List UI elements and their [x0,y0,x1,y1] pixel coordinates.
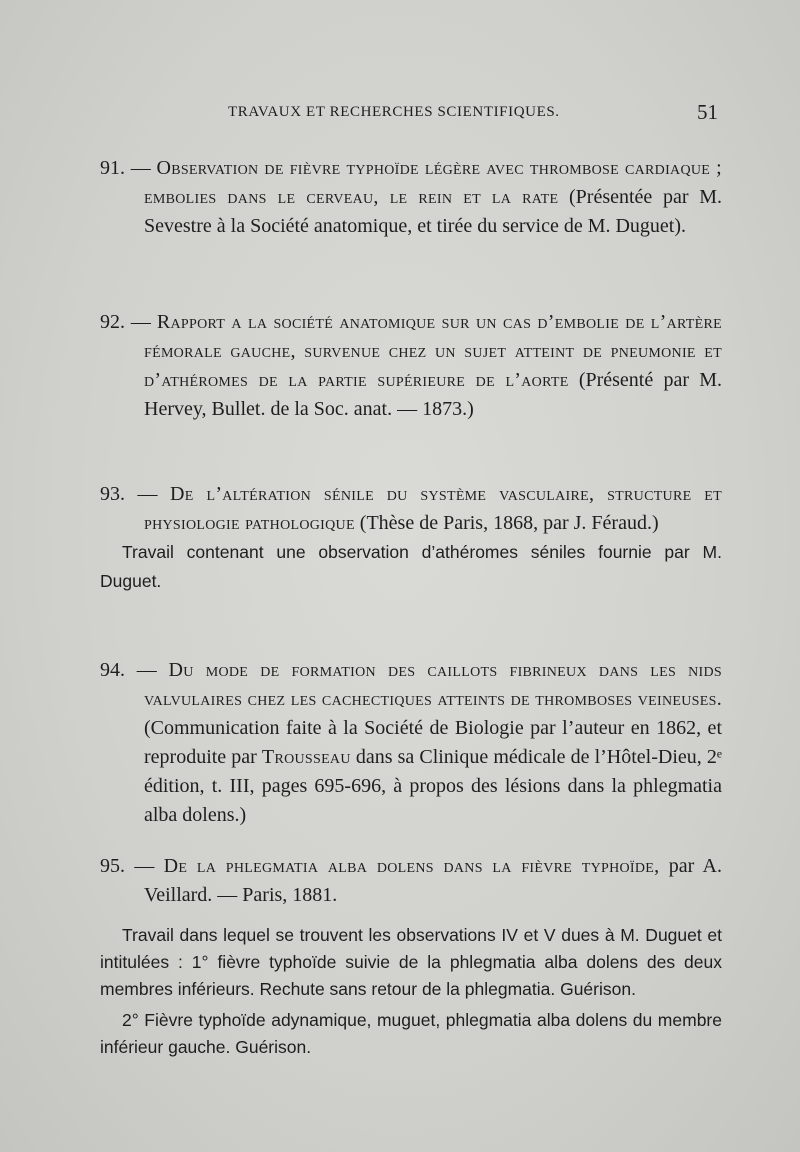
entry-heading [100,480,722,538]
entry-91 [100,154,722,241]
entry-dash: — [125,311,157,333]
entry-heading [100,154,722,241]
entry-dash: — [125,659,169,681]
running-header [0,100,800,130]
entry-detail: (Communication faite à la Société de Biologie par l’auteur en 1862, et reproduite par [144,717,722,768]
entry-number: 95. [100,855,125,877]
entry-dash: — [125,483,171,505]
entry-number: 94. [100,659,125,681]
entry-92 [100,308,722,424]
entry-title: De l’altération sénile du système vasculaire, structure et physiologie pathologique [144,483,722,534]
entry-note: 2° Fièvre typhoïde adynamique, muguet, phlegmatia alba dolens du membre inférieur gauche. Guérison. [100,1010,722,1057]
entry-author: Trousseau [261,746,351,768]
entry-heading [100,308,722,424]
entry-heading [100,656,722,830]
running-title: TRAVAUX ET RECHERCHES SCIENTIFIQUES. [228,104,560,120]
entry-dash: — [125,855,164,877]
page-number: 51 [697,100,718,124]
entry-title: Du mode de formation des caillots fibrineux dans les nids valvulaires chez les cachectiques atteints de thromboses veineuses. [144,659,722,710]
entry-detail: dans sa Clinique médicale de l’Hôtel-Dieu, 2ᵉ édition, t. III, pages 695-696, à propos des lésions dans la phlegmatia alba dolens.) [144,746,722,826]
entry-94 [100,656,722,830]
entry-detail: (Présenté par M. Hervey, Bullet. de la Soc. anat. — 1873.) [144,369,722,420]
entry-number: 91. [100,157,125,179]
entry-number: 92. [100,311,125,333]
entry-detail: (Présentée par M. Sevestre à la Société anatomique, et tirée du service de M. Duguet). [144,186,722,237]
entry-detail: par A. Veillard. — Paris, 1881. [144,855,722,906]
entry-dash: — [125,157,157,179]
entry-93 [100,480,722,596]
entry-95 [100,852,722,1061]
entry-number: 93. [100,483,125,505]
entry-title: Rapport a la société anatomique sur un cas d’embolie de l’artère fémorale gauche, survenue chez un sujet atteint de pneumonie et d’athéromes de la partie supérieure de l’aorte [144,311,722,391]
entry-title: De la phlegmatia alba dolens dans la fièvre typhoïde, [163,855,660,877]
entry-note: Travail dans lequel se trouvent les observations IV et V dues à M. Duguet et intitulées : 1° fièvre typhoïde suivie de la phlegmatia alba dolens des deux membres inférieurs. Rechute sans retour de la phlegmatia. Guérison. [100,925,722,999]
entry-note: Travail contenant une observation d’athéromes séniles fournie par M. Duguet. [100,542,722,591]
entry-detail: (Thèse de Paris, 1868, par J. Féraud.) [354,512,659,534]
entry-heading [100,852,722,910]
entry-title: Observation de fièvre typhoïde légère avec thrombose cardiaque ; embolies dans le cerveau, le rein et la rate [144,157,723,208]
